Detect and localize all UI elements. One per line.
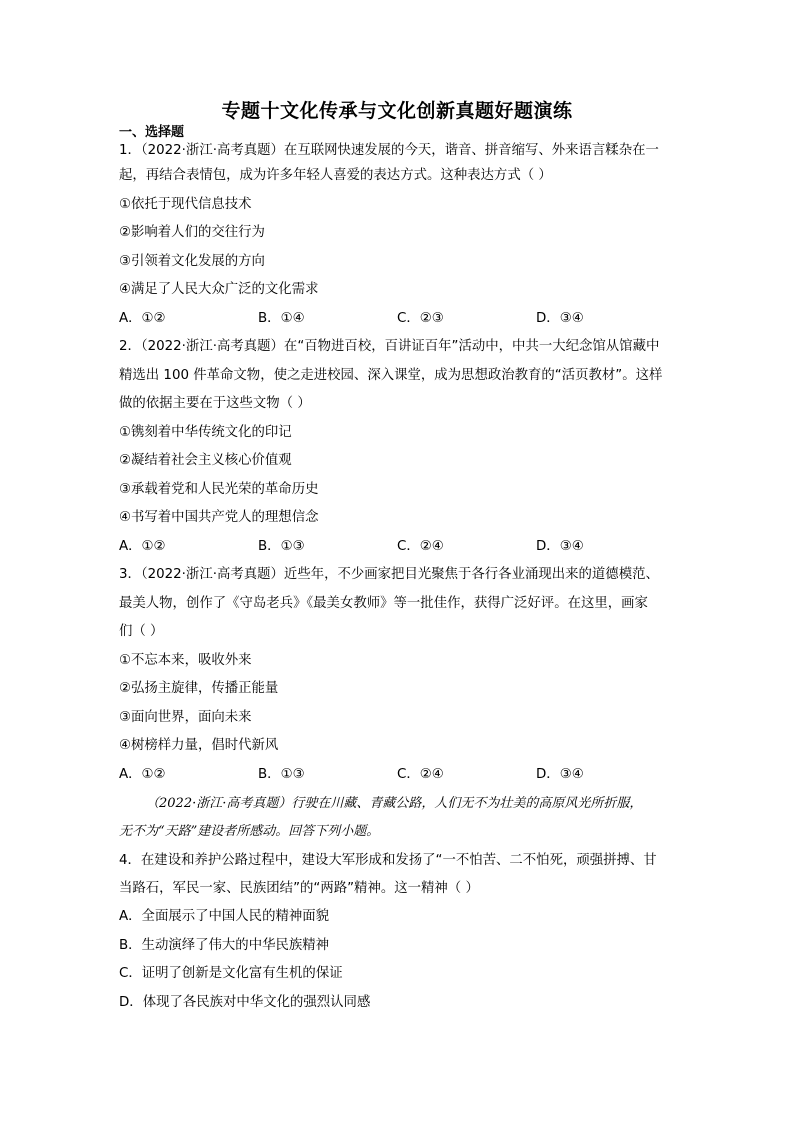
q2-item-4: ④书写着中国共产党人的理想信念	[119, 510, 319, 525]
q1-item-4: ④满足了人民大众广泛的文化需求	[119, 282, 319, 297]
q3-item-4: ④树榜样力量，倡时代新风	[119, 738, 279, 753]
q2-option-a: A．①②	[119, 539, 166, 554]
q1-option-d: D．③④	[536, 311, 584, 326]
q3-stem-line3: 们（ ）	[119, 624, 164, 639]
material-line2: 无不为“天路”建设者所感动。回答下列小题。	[119, 824, 380, 839]
material-line1: （2022·浙江·高考真题）行驶在川藏、青藏公路，人们无不为壮美的高原风光所折服，	[146, 796, 643, 811]
page-title: 专题十文化传承与文化创新真题好题演练	[221, 100, 573, 122]
q1-item-2: ②影响着人们的交往行为	[119, 225, 265, 240]
q3-item-3: ③面向世界，面向未来	[119, 710, 252, 725]
q3-option-d: D．③④	[536, 767, 584, 782]
q4-option-d: D．体现了各民族对中华文化的强烈认同感	[119, 995, 371, 1010]
q3-stem-line2: 最美人物，创作了《守岛老兵》《最美女教师》等一批佳作，获得广泛好评。在这里，画家	[119, 596, 648, 611]
q1-item-1: ①依托于现代信息技术	[119, 197, 252, 212]
q2-item-3: ③承载着党和人民光荣的革命历史	[119, 482, 319, 497]
q2-option-d: D．③④	[536, 539, 584, 554]
q2-stem-line1: 2．（2022·浙江·高考真题）在“百物进百校，百讲证百年”活动中，中共一大纪念馆从馆藏中	[119, 339, 660, 354]
q2-option-c: C．②④	[397, 539, 444, 554]
q1-option-a: A．①②	[119, 311, 166, 326]
q4-option-c: C．证明了创新是文化富有生机的保证	[119, 966, 343, 981]
q2-item-1: ①镌刻着中华传统文化的印记	[119, 425, 292, 440]
q4-option-b: B．生动演绎了伟大的中华民族精神	[119, 938, 330, 953]
q3-option-b: B．①③	[258, 767, 305, 782]
q3-option-c: C．②④	[397, 767, 444, 782]
q1-stem-line2: 起，再结合表情包，成为许多年轻人喜爱的表达方式。这种表达方式（ ）	[119, 168, 552, 183]
section-heading: 一、选择题	[119, 125, 185, 140]
q4-stem-line2: 当路石，军民一家、民族团结”的“两路”精神。这一精神（ ）	[119, 881, 479, 896]
q1-stem-line1: 1．（2022·浙江·高考真题）在互联网快速发展的今天，谐音、拼音缩写、外来语言糅杂在一	[119, 143, 659, 158]
q4-stem-line1: 4．在建设和养护公路过程中，建设大军形成和发扬了“一不怕苦、二不怕死，顽强拼搏、甘	[119, 853, 657, 868]
q3-item-2: ②弘扬主旋律，传播正能量	[119, 681, 279, 696]
q2-stem-line2: 精选出 100 件革命文物，使之走进校园、深入课堂，成为思想政治教育的“活页教材”。这样	[119, 368, 663, 383]
q1-option-c: C．②③	[397, 311, 444, 326]
q2-item-2: ②凝结着社会主义核心价值观	[119, 453, 292, 468]
q3-stem-line1: 3．（2022·浙江·高考真题）近些年，不少画家把目光聚焦于各行各业涌现出来的道德模范、	[119, 567, 659, 582]
q3-option-a: A．①②	[119, 767, 166, 782]
q1-item-3: ③引领着文化发展的方向	[119, 254, 265, 269]
q3-item-1: ①不忘本来，吸收外来	[119, 653, 252, 668]
q2-stem-line3: 做的依据主要在于这些文物（ ）	[119, 396, 311, 411]
q2-option-b: B．①③	[258, 539, 305, 554]
q4-option-a: A．全面展示了中国人民的精神面貌	[119, 909, 330, 924]
q1-option-b: B．①④	[258, 311, 305, 326]
